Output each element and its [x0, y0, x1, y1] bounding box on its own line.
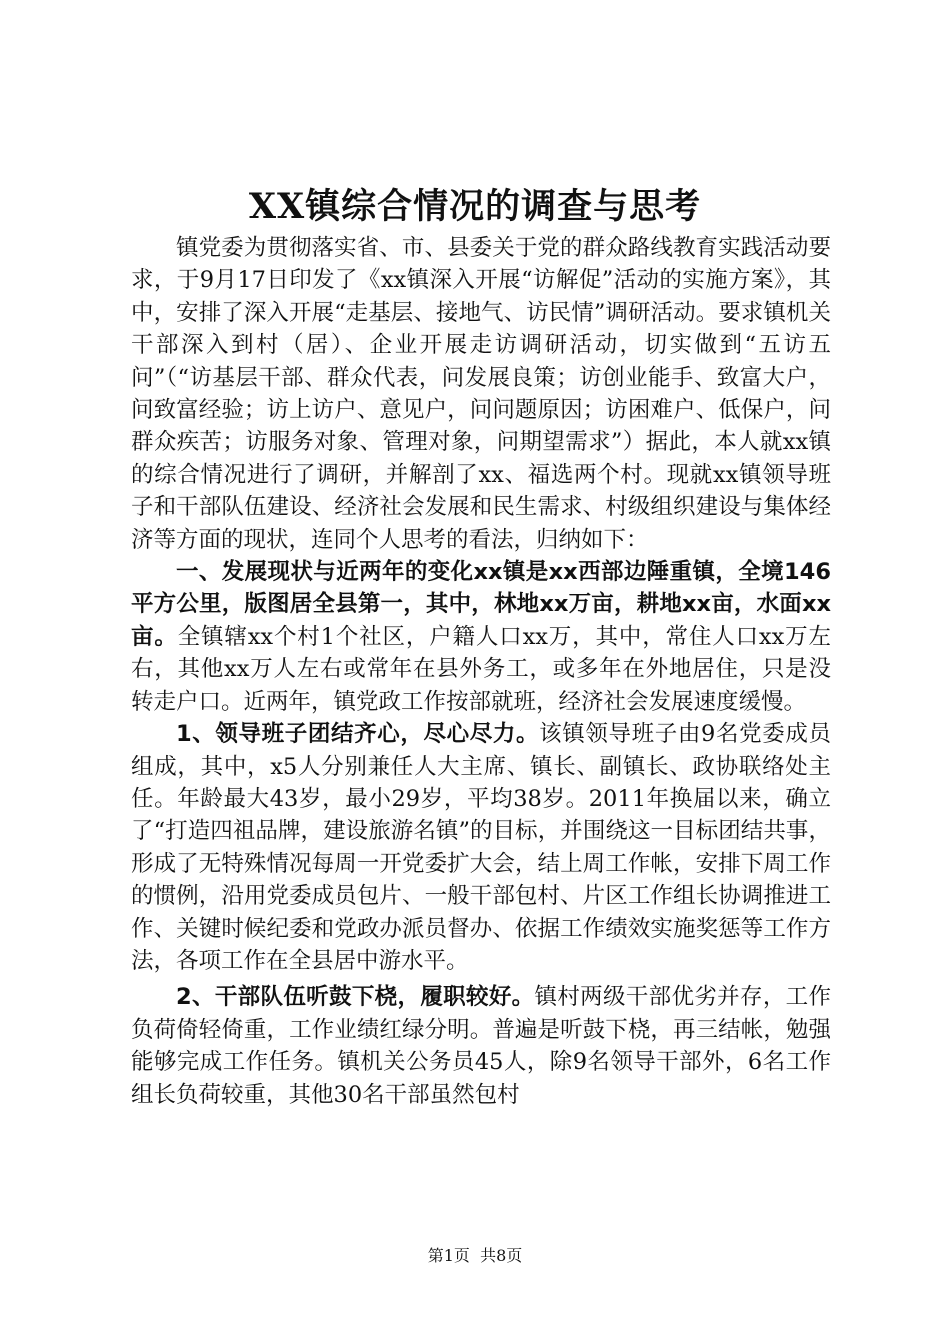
paragraph-section-1 — [131, 556, 831, 718]
paragraph-text: 该镇领导班子由9名党委成员组成，其中，x5人分别兼任人大主席、镇长、副镇长、政协联络处主任。年龄最大43岁，最小29岁，平均38岁。2011年换届以来，确立了“打造四祖品牌，建设旅游名镇”的目标，并围绕这一目标团结共事，形成了无特殊情况每周一开党委扩大会，结上周工作帐，安排下周工作的惯例，沿用党委成员包片、一般干部包村、片区工作组长协调推进工作、关键时候纪委和党政办派员督办、依据工作绩效实施奖惩等工作方法，各项工作在全县居中游水平。 — [131, 721, 831, 974]
page-number: 第1页 共8页 — [427, 1246, 523, 1265]
paragraph-lead: 1、领导班子团结齐心，尽心尽力。 — [176, 721, 540, 748]
paragraph-lead: 一、发展现状与近两年的变化xx镇是xx西部边陲重镇，全境146平方公里，版图居全县第一，其中，林地xx万亩，耕地xx亩，水面xx亩。 — [131, 559, 831, 650]
paragraph-leadership — [131, 718, 831, 977]
paragraph-text: 镇村两级干部优劣并存，工作负荷倚轻倚重，工作业绩红绿分明。普遍是听鼓下桡，再三结帐，勉强能够完成工作任务。镇机关公务员45人，除9名领导干部外，6名工作组长负荷较重，其他30名干部虽然包村 — [131, 984, 831, 1108]
paragraph-text: 镇党委为贯彻落实省、市、县委关于党的群众路线教育实践活动要求，于9月17日印发了《xx镇深入开展“访解促”活动的实施方案》，其中，安排了深入开展“走基层、接地气、访民情”调研活动。要求镇机关干部深入到村（居）、企业开展走访调研活动，切实做到“五访五问”（“访基层干部、群众代表，问发展良策；访创业能手、致富大户，问致富经验；访上访户、意见户，问问题原因；访困难户、低保户，问群众疾苦；访服务对象、管理对象，问期望需求”）据此，本人就xx镇的综合情况进行了调研，并解剖了xx、福选两个村。现就xx镇领导班子和干部队伍建设、经济社会发展和民生需求、村级组织建设与集体经济等方面的现状，连同个人思考的看法，归纳如下： — [131, 235, 831, 553]
paragraph-lead: 2、干部队伍听鼓下桡，履职较好。 — [176, 984, 535, 1011]
paragraph-intro — [131, 232, 831, 556]
paragraph-cadres — [131, 981, 831, 1111]
document-body — [131, 232, 831, 1111]
document-title: XX镇综合情况的调查与思考 — [248, 186, 702, 227]
paragraph-text: 全镇辖xx个村1个社区，户籍人口xx万，其中，常住人口xx万左右，其他xx万人左右或常年在县外务工，或多年在外地居住，只是没转走户口。近两年，镇党政工作按部就班，经济社会发展速度缓慢。 — [131, 623, 831, 715]
